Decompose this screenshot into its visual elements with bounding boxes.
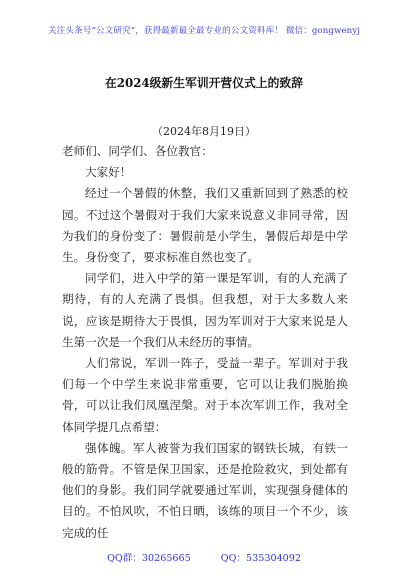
footer-contact [0,550,408,564]
paragraph: 强体魄。军人被誉为我们国家的钢铁长城，有铁一般的筋骨。不管是保卫国家，还是抢险救灾，到处都有他们的身影。我们同学就要通过军训，实现强身健体的目的。不怕风吹，不怕日晒，该练的项目一个不少，该完成的任 [62,440,348,540]
footer-qq: QQ：535304092 [220,553,301,564]
greeting: 大家好！ [85,165,132,180]
document-date: （2024年8月19日） [152,125,256,138]
footer-qq-group: QQ群：30265665 [106,553,191,564]
document-title: 在2024级新生军训开营仪式上的致辞 [105,76,303,90]
document-body [62,141,348,544]
header-note: 关注头条号“公文研究”，获得最新最全最专业的公文资料库！ 微信：gongwenyj [47,26,361,36]
paragraph: 同学们，进入中学的第一课是军训，有的人充满了期待，有的人充满了畏惧。但我想，对于大多数人来说，应该是期待大于畏惧，因为军训对于大家来说是人生第一次是一个我们从未经历的事情。 [62,271,348,349]
paragraph: 经过一个暑假的休整，我们又重新回到了熟悉的校园。不过这个暑假对于我们大家来说意义非同寻常，因为我们的身份变了：暑假前是小学生，暑假后却是中学生。身份变了，要求标准自然也变了。 [62,186,348,265]
paragraph: 人们常说，军训一阵子，受益一辈子。军训对于我们每一个中学生来说非常重要，它可以让我们脱胎换骨，可以让我们凤凰涅槃。对于本次军训工作，我对全体同学提几点希望： [62,356,348,434]
salutation: 老师们、同学们、各位教官： [62,144,213,158]
